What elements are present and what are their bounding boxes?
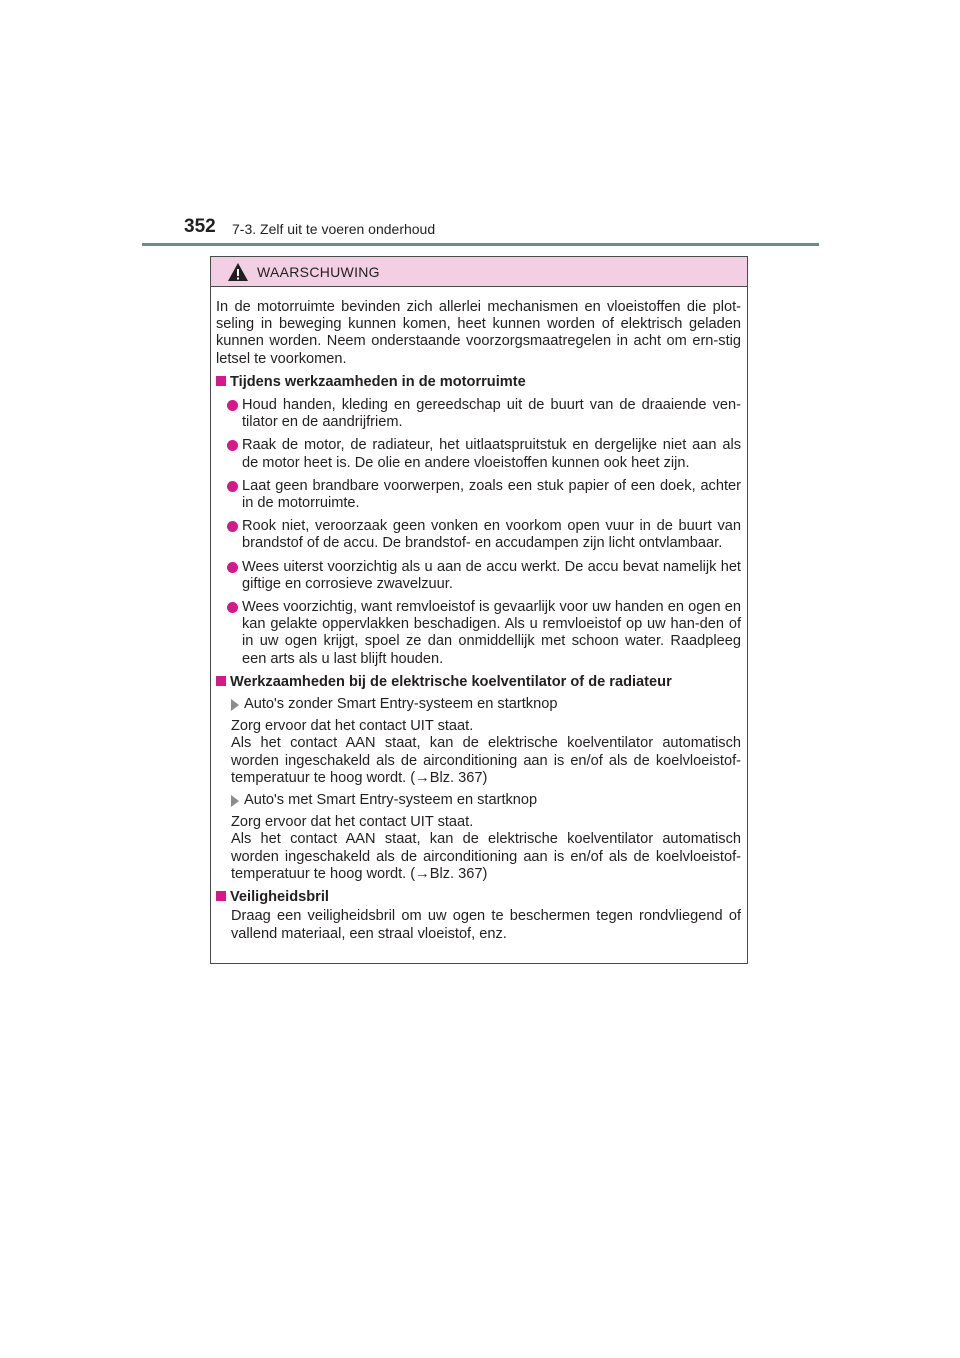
variant-label-text: Auto's met Smart Entry-systeem en startknop	[244, 792, 538, 809]
warning-intro: In de motorruimte bevinden zich allerlei mechanismen en vloeistoffen die plot-seling in beweging kunnen komen, heet kunnen worden of elektrisch geladen kunnen worden. Neem onderstaande voorzorgsmaatregelen in acht om ern-stig letsel te voorkomen.	[216, 299, 741, 367]
variant-label-with-smart-entry	[216, 792, 741, 809]
list-item-text: Wees uiterst voorzichtig als u aan de accu werkt. De accu bevat namelijk het giftige en corrosieve zwavelzuur.	[242, 558, 741, 592]
list-item-text: Rook niet, veroorzaak geen vonken en voorkom open vuur in de buurt van brandstof of de accu. De brandstof- en accudampen zijn licht ontvlambaar.	[242, 518, 741, 552]
page-number: 352	[184, 216, 216, 237]
variant-text-without-smart-entry	[216, 718, 741, 787]
magenta-dot-icon	[227, 521, 238, 532]
list-item-text: Houd handen, kleding en gereedschap uit de buurt van de draaiende ven-tilator en de aandrijfriem.	[242, 397, 741, 431]
section-heading-text: Veiligheidsbril	[230, 889, 329, 906]
list-item-text: Laat geen brandbare voorwerpen, zoals een stuk papier of een doek, achter in de motorruimte.	[242, 477, 741, 512]
section-heading-text: Werkzaamheden bij de elektrische koelventilator of de radiateur	[230, 673, 672, 690]
list-item	[216, 559, 741, 593]
magenta-dot-icon	[227, 481, 238, 492]
warning-body	[211, 287, 747, 943]
list-item	[216, 437, 741, 471]
warning-triangle-icon	[227, 262, 249, 282]
section-heading-cooling-fan	[216, 674, 741, 691]
magenta-square-icon	[216, 376, 226, 386]
warning-box	[210, 256, 748, 964]
list-item	[216, 397, 741, 431]
magenta-dot-icon	[227, 562, 238, 573]
magenta-dot-icon	[227, 400, 238, 411]
list-item-text: Wees voorzichtig, want remvloeistof is gevaarlijk voor uw handen en ogen en kan gelakte oppervlakken beschadigen. Als u remvloeistof op uw han-den of in uw ogen krijgt, spoel ze dan onmiddellijk met schoon water. Raadpleeg een arts als u last blijft houden.	[242, 599, 741, 667]
section-heading-text: Tijdens werkzaamheden in de motorruimte	[230, 373, 526, 390]
magenta-square-icon	[216, 891, 226, 901]
variant-text-body: Als het contact AAN staat, kan de elektrische koelventilator automatisch worden ingeschakeld als de airconditioning aan is en/of als de koelvloeistof-temperatuur te hoog wordt. (→Blz. 367)	[231, 831, 741, 882]
variant-text-line: Zorg ervoor dat het contact UIT staat.	[231, 718, 474, 735]
variant-label-without-smart-entry	[216, 696, 741, 713]
list-item	[216, 478, 741, 512]
warning-header	[211, 257, 747, 287]
magenta-dot-icon	[227, 440, 238, 451]
warning-title: WAARSCHUWING	[257, 263, 380, 280]
section-heading-engine-bay	[216, 374, 741, 391]
variant-text-line: Zorg ervoor dat het contact UIT staat.	[231, 814, 474, 831]
magenta-square-icon	[216, 676, 226, 686]
safety-glasses-text: Draag een veiligheidsbril om uw ogen te beschermen tegen rondvliegend of vallend materiaal, een straal vloeistof, enz.	[231, 908, 741, 942]
header-rule	[142, 243, 819, 246]
gray-triangle-icon	[231, 699, 239, 711]
list-item-text: Raak de motor, de radiateur, het uitlaatspruitstuk en dergelijke niet aan als de motor heet is. De olie en andere vloeistoffen kunnen ook heet zijn.	[242, 437, 741, 471]
variant-text-body: Als het contact AAN staat, kan de elektrische koelventilator automatisch worden ingeschakeld als de airconditioning aan is en/of als de koelvloeistof-temperatuur te hoog wordt. (→Blz. 367)	[231, 735, 741, 786]
gray-triangle-icon	[231, 795, 239, 807]
variant-text-with-smart-entry	[216, 814, 741, 883]
section-heading-safety-glasses	[216, 889, 741, 906]
list-item	[216, 518, 741, 552]
section-title: 7-3. Zelf uit te voeren onderhoud	[232, 221, 436, 237]
list-item	[216, 599, 741, 668]
magenta-dot-icon	[227, 602, 238, 613]
variant-label-text: Auto's zonder Smart Entry-systeem en startknop	[244, 696, 558, 713]
